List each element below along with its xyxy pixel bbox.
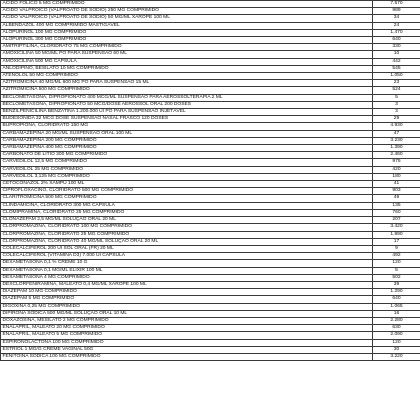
table-row	[1, 188, 420, 195]
table-row	[1, 245, 420, 252]
table-row	[1, 37, 420, 44]
table-row	[1, 281, 420, 288]
quantity-cell: 640	[373, 296, 420, 303]
quantity-cell: 29	[373, 116, 420, 123]
medication-name-cell: DEXAMETASONA 0,1 % CREME 10 G	[1, 260, 373, 267]
quantity-cell: 3	[373, 109, 420, 116]
table-row	[1, 310, 420, 317]
medication-name-cell: ÁCIDO FÓLICO 5 MG COMPRIMIDO	[1, 1, 373, 8]
table-row	[1, 80, 420, 87]
quantity-cell: 16	[373, 310, 420, 317]
table-row	[1, 109, 420, 116]
medication-name-cell: BECLOMETASONA, DIPROPIONATO 400 MCG/ML SUSPENSÃO PARA AEROSSOLTERAPIA 2 ML	[1, 94, 373, 101]
medication-name-cell: BUPROPIONA, CLORIDRATO 150 MG	[1, 123, 373, 130]
quantity-cell: 30	[373, 346, 420, 353]
medication-name-cell: BUDESONIDA 32 MCG DOSE SUSPENSÃO NASAL FRASCO 120 DOSES	[1, 116, 373, 123]
quantity-cell: 2.280	[373, 317, 420, 324]
medication-name-cell: CLOMIPRAMINA, CLORIDRATO 25 MG COMPRIMIDO	[1, 209, 373, 216]
medication-name-cell: CARVEDILOL 3,125 MG COMPRIMIDO	[1, 173, 373, 180]
table-row	[1, 253, 420, 260]
table-row	[1, 8, 420, 15]
quantity-cell: 4.930	[373, 123, 420, 130]
quantity-cell: 207	[373, 217, 420, 224]
quantity-cell: 17	[373, 238, 420, 245]
table-row	[1, 217, 420, 224]
table-row	[1, 73, 420, 80]
medication-name-cell: DIAZEPAM 5 MG COMPRIMIDO	[1, 296, 373, 303]
table-row	[1, 274, 420, 281]
table-row	[1, 260, 420, 267]
medication-name-cell: ÁCIDO VALPRÓICO (VALPROATO DE SÓDIO) 250 MG COMPRIMIDO	[1, 8, 373, 15]
table-row	[1, 87, 420, 94]
medication-name-cell: CARBAMAZEPINA 200 MG COMPRIMIDO	[1, 137, 373, 144]
medication-name-cell: AMITRIPTILINA, CLORIDRATO 75 MG COMPRIMIDO	[1, 44, 373, 51]
medication-table-body	[1, 0, 420, 361]
quantity-cell: 1.470	[373, 29, 420, 36]
medication-name-cell: CLINDAMICINA, CLORIDRATO 300 MG CÁPSULA	[1, 202, 373, 209]
table-row	[1, 29, 420, 36]
quantity-cell: 1.065	[373, 303, 420, 310]
quantity-cell: 3.220	[373, 353, 420, 360]
quantity-cell: 120	[373, 339, 420, 346]
table-row	[1, 317, 420, 324]
quantity-cell: 41	[373, 181, 420, 188]
quantity-cell: 760	[373, 209, 420, 216]
quantity-cell: 9	[373, 245, 420, 252]
quantity-cell: 502	[373, 274, 420, 281]
table-row	[1, 159, 420, 166]
quantity-cell: 492	[373, 253, 420, 260]
medication-name-cell: CARBONATO DE LÍTIO 300 MG COMPRIMIDO	[1, 152, 373, 159]
quantity-cell: 975	[373, 159, 420, 166]
medication-name-cell: ALOPURINOL 100 MG COMPRIMIDO	[1, 29, 373, 36]
quantity-cell: 120	[373, 260, 420, 267]
table-row	[1, 130, 420, 137]
medication-name-cell: BENZILPENICILINA BENZATINA 1.200.000 UI PÓ PARA SUSPENSÃO INJETÁVEL	[1, 109, 373, 116]
table-row	[1, 152, 420, 159]
table-row	[1, 267, 420, 274]
medication-name-cell: DEXAMETASONA 4 MG COMPRIMIDO	[1, 274, 373, 281]
table-row	[1, 145, 420, 152]
table-row	[1, 65, 420, 72]
table-row	[1, 101, 420, 108]
table-row	[1, 51, 420, 58]
table-row	[1, 303, 420, 310]
medication-name-cell: ENALAPRIL, MALEATO 20 MG COMPRIMIDO	[1, 325, 373, 332]
quantity-cell: 2.090	[373, 332, 420, 339]
quantity-cell: 10	[373, 51, 420, 58]
medication-name-cell: COLECALCIFEROL 200 UI SOL ORAL (FR) 20 ML	[1, 245, 373, 252]
medication-name-cell: DIAZEPAM 10 MG COMPRIMIDO	[1, 289, 373, 296]
medication-name-cell: BECLOMETASONA, DIPROPIONATO 50 MCG/DOSE AEROSSOL ORAL 200 DOSES	[1, 101, 373, 108]
medication-name-cell: ANLODIPINO, BESILATO 10 MG COMPRIMIDO	[1, 65, 373, 72]
quantity-cell: 3.230	[373, 137, 420, 144]
table-row	[1, 332, 420, 339]
medication-name-cell: ENALAPRIL, MALEATO 5 MG COMPRIMIDO	[1, 332, 373, 339]
medication-name-cell: CLORPROMAZINA, CLORIDRATO 40 MG/ML SOLUÇÃO ORAL 20 ML	[1, 238, 373, 245]
table-row	[1, 116, 420, 123]
medication-name-cell: CARVEDILOL 25 MG COMPRIMIDO	[1, 166, 373, 173]
quantity-cell: 135	[373, 202, 420, 209]
table-row	[1, 1, 420, 8]
quantity-cell: 903	[373, 188, 420, 195]
quantity-cell: 47	[373, 130, 420, 137]
medication-name-cell: DEXCLORFENIRAMINA, MALEATO 0,4 MG/ML XAROPE 100 ML	[1, 281, 373, 288]
table-row	[1, 166, 420, 173]
medication-name-cell: ÁCIDO VALPRÓICO (VALPROATO DE SÓDIO) 50 MG/ML XAROPE 100 ML	[1, 15, 373, 22]
quantity-cell: 330	[373, 44, 420, 51]
medication-name-cell: DIPIRONA SÓDICA 500 MG/ML SOLUÇÃO ORAL 10 ML	[1, 310, 373, 317]
table-row	[1, 58, 420, 65]
table-row	[1, 231, 420, 238]
medication-name-cell: DEXAMETASONA 0,1 MG/ML ELIXIR 100 ML	[1, 267, 373, 274]
table-row	[1, 289, 420, 296]
table-row	[1, 346, 420, 353]
table-row	[1, 339, 420, 346]
quantity-cell: 23	[373, 80, 420, 87]
table-row	[1, 173, 420, 180]
table-row	[1, 296, 420, 303]
quantity-cell: 3	[373, 101, 420, 108]
medication-name-cell: AMOXICILINA 50 MG/ML PÓ PARA SUSPENSÃO 60 ML	[1, 51, 373, 58]
table-row	[1, 94, 420, 101]
medication-name-cell: FENITOÍNA SÓDICA 100 MG COMPRIMIDO	[1, 353, 373, 360]
medication-name-cell: CARBAMAZEPINA 400 MG COMPRIMIDO	[1, 145, 373, 152]
quantity-cell: 34	[373, 15, 420, 22]
table-row	[1, 22, 420, 29]
quantity-cell: 7.570	[373, 1, 420, 8]
table-row	[1, 325, 420, 332]
medication-name-cell: CARVEDILOL 12,5 MG COMPRIMIDO	[1, 159, 373, 166]
quantity-cell: 420	[373, 166, 420, 173]
quantity-cell: 442	[373, 58, 420, 65]
quantity-cell: 2.460	[373, 152, 420, 159]
medication-name-cell: CLONAZEPAM 2,5 MG/ML SOLUÇÃO ORAL 20 ML	[1, 217, 373, 224]
quantity-cell: 524	[373, 87, 420, 94]
quantity-cell: 1.390	[373, 145, 420, 152]
medication-name-cell: CLARITROMICINA 500 MG COMPRIMIDO	[1, 195, 373, 202]
medication-name-cell: ALBENDAZOL 400 MG COMPRIMIDO MASTIGÁVEL	[1, 22, 373, 29]
quantity-cell: 630	[373, 325, 420, 332]
table-row	[1, 353, 420, 360]
table-row	[1, 195, 420, 202]
medication-name-cell: CLORPROMAZINA, CLORIDRATO 25 MG COMPRIMIDO	[1, 231, 373, 238]
medication-name-cell: COLECALCIFEROL (VITAMINA D3) 7.000 UI CÁPSULA	[1, 253, 373, 260]
table-row	[1, 181, 420, 188]
quantity-cell: 3.420	[373, 224, 420, 231]
table-row	[1, 202, 420, 209]
table-row	[1, 15, 420, 22]
medication-name-cell: DIGOXINA 0,25 MG COMPRIMIDO	[1, 303, 373, 310]
quantity-cell: 1.050	[373, 73, 420, 80]
table-row	[1, 137, 420, 144]
quantity-cell: 989	[373, 8, 420, 15]
quantity-cell: 1.290	[373, 289, 420, 296]
quantity-cell: 24	[373, 22, 420, 29]
medication-name-cell: AZITROMICINA 500 MG COMPRIMIDO	[1, 87, 373, 94]
medication-name-cell: DOXAZOSINA, MESILATO 2 MG COMPRIMIDO	[1, 317, 373, 324]
table-row	[1, 44, 420, 51]
table-row	[1, 209, 420, 216]
medication-name-cell: CETOCONAZOL 2% XAMPU 100 ML	[1, 181, 373, 188]
quantity-cell: 640	[373, 37, 420, 44]
table-row	[1, 238, 420, 245]
quantity-cell: 5	[373, 94, 420, 101]
medication-name-cell: ATENOLOL 50 MG COMPRIMIDO	[1, 73, 373, 80]
quantity-cell: 1.890	[373, 231, 420, 238]
quantity-cell: 49	[373, 195, 420, 202]
quantity-cell: 180	[373, 173, 420, 180]
medication-name-cell: ALOPURINOL 300 MG COMPRIMIDO	[1, 37, 373, 44]
medication-name-cell: CLORPROMAZINA, CLORIDRATO 100 MG COMPRIMIDO	[1, 224, 373, 231]
quantity-cell: 39	[373, 281, 420, 288]
medication-name-cell: CIPROFLOXACINO, CLORIDRATO 500 MG COMPRIMIDO	[1, 188, 373, 195]
medication-name-cell: ESTRIOL 1 MG/G CREME VAGINAL 50G	[1, 346, 373, 353]
table-row	[1, 123, 420, 130]
quantity-cell: 5	[373, 267, 420, 274]
medication-name-cell: AZITROMICINA 40 MG/ML 600 MG PÓ PARA SUSPENSÃO 15 ML	[1, 80, 373, 87]
table-row	[1, 224, 420, 231]
quantity-cell: 545	[373, 65, 420, 72]
medication-name-cell: AMOXICILINA 500 MG CÁPSULA	[1, 58, 373, 65]
medication-name-cell: ESPIRONOLACTONA 100 MG COMPRIMIDO	[1, 339, 373, 346]
medication-name-cell: CARBAMAZEPINA 20 MG/ML SUSPENSÃO ORAL 100 ML	[1, 130, 373, 137]
